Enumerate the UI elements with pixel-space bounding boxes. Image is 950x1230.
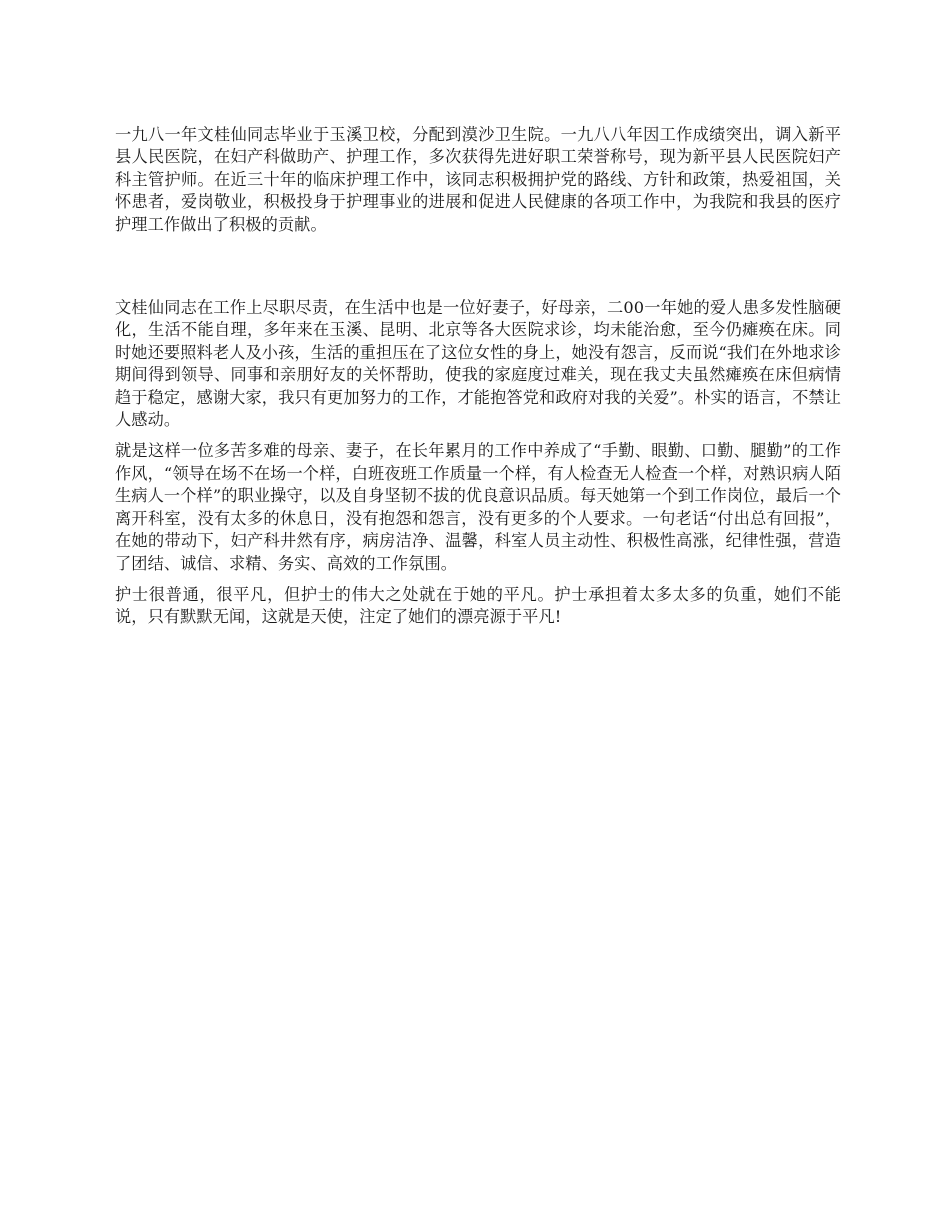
paragraph-family: 文桂仙同志在工作上尽职尽责，在生活中也是一位好妻子，好母亲，二00一年她的爱人患多发性脑硬化，生活不能自理，多年来在玉溪、昆明、北京等各大医院求诊，均未能治愈，至今仍瘫痪在床。同时她还要照料老人及小孩，生活的重担压在了这位女性的身上，她没有怨言，反而说“我们在外地求诊期间得到领导、同事和亲朋好友的关怀帮助，使我的家庭度过难关，现在我丈夫虽然瘫痪在床但病情趋于稳定，感谢大家，我只有更加努力的工作，才能抱答党和政府对我的关爱”。朴实的语言，不禁让人感动。 <box>115 298 841 430</box>
paragraph-conclusion: 护士很普通，很平凡，但护士的伟大之处就在于她的平凡。护士承担着太多太多的负重，她们不能说，只有默默无闻，这就是天使，注定了她们的漂亮源于平凡! <box>115 584 841 627</box>
paragraph-work-style: 就是这样一位多苦多难的母亲、妻子，在长年累月的工作中养成了“手勤、眼勤、口勤、腿勤”的工作作风，“领导在场不在场一个样，白班夜班工作质量一个样，有人检查无人检查一个样，对熟识病人陌生病人一个样”的职业操守，以及自身坚韧不拔的优良意识品质。每天她第一个到工作岗位，最后一个离开科室，没有太多的休息日，没有抱怨和怨言，没有更多的个人要求。一句老话“付出总有回报”，在她的带动下，妇产科井然有序，病房洁净、温馨，科室人员主动性、积极性高涨，纪律性强，营造了团结、诚信、求精、务实、高效的工作氛围。 <box>115 441 841 573</box>
document-body <box>115 124 841 629</box>
paragraph-career: 一九八一年文桂仙同志毕业于玉溪卫校，分配到漠沙卫生院。一九八八年因工作成绩突出，调入新平县人民医院，在妇产科做助产、护理工作，多次获得先进好职工荣誉称号，现为新平县人民医院妇产科主管护师。在近三十年的临床护理工作中，该同志积极拥护党的路线、方针和政策，热爱祖国，关怀患者，爱岗敬业，积极投身于护理事业的进展和促进人民健康的各项工作中，为我院和我县的医疗护理工作做出了积极的贡献。 <box>115 125 841 234</box>
